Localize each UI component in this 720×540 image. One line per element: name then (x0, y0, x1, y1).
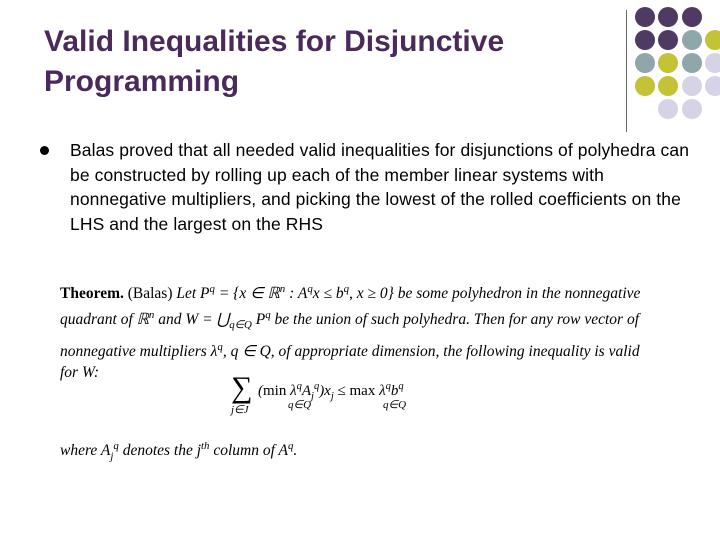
theorem-text: Let $P^q = \{x$ ∈ ℝ$^n$ : $A^qx \le b^q$, x ≥ 0} be some polyhedron in the nonnegative quadrant of ℝ$^n$ and $W = ⋃_{q\in Q}$ $P^q$ be the union of such polyhedra. Then for any row vector of nonnegative multipliers $\lambda^q$, q ∈ Q, of appropriate dimension, the following inequality is valid for W: (60, 283, 641, 382)
divider-line (626, 10, 627, 132)
decorative-dot (635, 76, 655, 96)
decorative-dot (635, 30, 655, 50)
decorative-dot (658, 76, 678, 96)
decorative-dot (658, 7, 678, 27)
sum-symbol: ∑ (231, 371, 253, 404)
decorative-dot (682, 53, 702, 73)
theorem-attribution: (Balas) (127, 285, 173, 303)
decorative-dot (658, 30, 678, 50)
title-line-2: Programming (44, 65, 240, 98)
decorative-dot (705, 53, 720, 73)
decorative-dot (635, 53, 655, 73)
valid-inequality-formula (228, 372, 488, 422)
formula-body: (min $\lambda^qA_j^q)x_j \le \max \lambda^qb^q$ (258, 381, 404, 402)
decorative-dot (705, 76, 720, 96)
decorative-dot (635, 7, 655, 27)
theorem-label: Theorem. (60, 285, 124, 303)
bullet-text: Balas proved that all needed valid inequalities for disjunctions of polyhedra can be constructed by rolling up each of the member linear systems with nonnegative multipliers, and picking the lowest of the rolled coefficients on the LHS and the largest on the RHS (70, 140, 690, 234)
decorative-dot (658, 53, 678, 73)
min-subscript: q∈Q (288, 399, 312, 411)
slide-title (44, 22, 604, 102)
decorative-dot (682, 30, 702, 50)
decorative-dot (682, 99, 702, 119)
sum-index: j∈J (231, 404, 249, 416)
decorative-dot (682, 76, 702, 96)
theorem-block (60, 279, 660, 384)
decorative-dot (658, 99, 678, 119)
bullet-item (40, 138, 690, 236)
max-subscript: q∈Q (383, 399, 407, 411)
decorative-dot (705, 30, 720, 50)
title-line-1: Valid Inequalities for Disjunctive (44, 25, 505, 58)
where-clause: where $A_j^q$ denotes the $j^{th}$ column of $A^q$. (60, 440, 298, 463)
decorative-dot (682, 7, 702, 27)
bullet-icon (40, 146, 49, 155)
